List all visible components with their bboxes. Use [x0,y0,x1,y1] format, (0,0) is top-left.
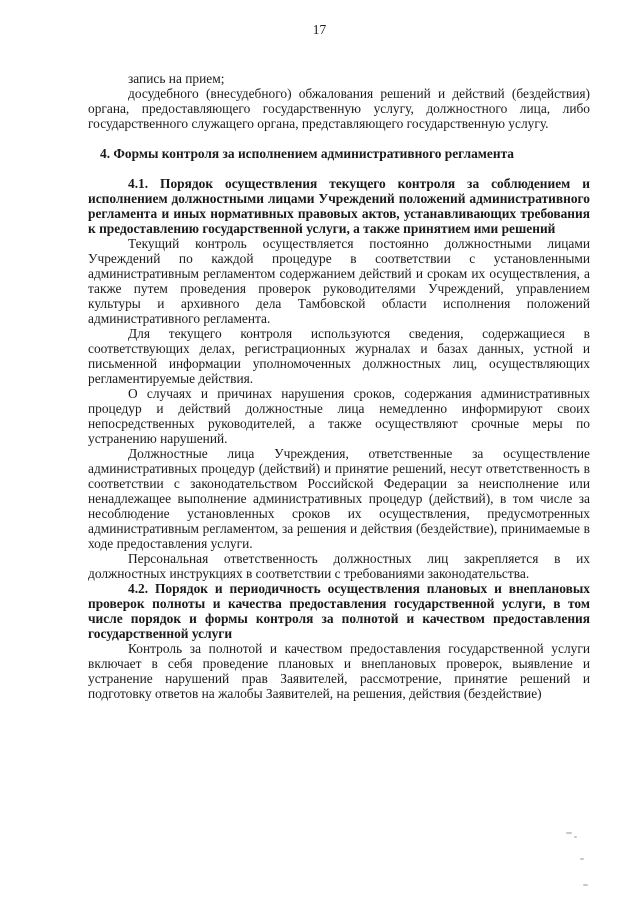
paragraph: О случаях и причинах нарушения сроков, содержания административных процедур и действий должностные лица немедленно информируют своих непосредственных руководителей, а также осуществляют срочные меры по устранению нарушений. [88,386,590,446]
section-title: 4. Формы контроля за исполнением административного регламента [100,146,515,161]
paragraph: Персональная ответственность должностных лиц закрепляется в их должностных инструкциях в соответствии с требованиями законодательства. [88,551,590,581]
intro-item: досудебного (внесудебного) обжалования решений и действий (бездействия) органа, предоставляющего государственную услугу, должностного лица, либо государственного служащего органа, представляющего государственную услугу. [88,86,590,131]
paragraph: Текущий контроль осуществляется постоянно должностными лицами Учреждений по каждой процедуре в соответствии с установленными административным регламентом содержанием действий и срокам их осуществления, а также путем проведения проверок руководителями Учреждений, управлением культуры и архивного дела Тамбовской области исполнения положений административного регламента. [88,236,590,326]
scan-mark [566,832,572,834]
intro-item: запись на прием; [128,71,225,86]
paragraph: Контроль за полнотой и качеством предоставления государственной услуги включает в себя проведение плановых и внеплановых проверок, выявление и устранение нарушений прав Заявителей, рассмотрение, принятие решений и подготовку ответов на жалобы Заявителей, на решения, действия (бездействие) [88,641,590,701]
subsection-heading: 4.1. Порядок осуществления текущего контроля за соблюдением и исполнением должностными лицами Учреждений положений административного регламента и иных нормативных правовых актов, устанавливающих требования к предоставлению государственной услуги, а также принятием ими решений [88,176,590,236]
page-number: 17 [312,22,327,37]
paragraph: Для текущего контроля используются сведения, содержащиеся в соответствующих делах, регистрационных журналах и базах данных, устной и письменной информации уполномоченных должностных лиц, осуществляющих регламентируемые действия. [88,326,590,386]
scan-mark [580,858,584,860]
scan-mark [574,836,577,838]
document-body [88,71,590,701]
scan-mark [583,884,588,886]
subsection-heading: 4.2. Порядок и периодичность осуществления плановых и внеплановых проверок полноты и качества предоставления государственной услуги, в том числе порядок и формы контроля за полнотой и качеством предоставления государственной услуги [88,581,590,641]
paragraph: Должностные лица Учреждения, ответственные за осуществление административных процедур (действий) и принятие решений, несут ответственность в соответствии с законодательством Российской Федерации за неисполнение или ненадлежащее выполнение административных процедур (действий), в том числе за несоблюдение установленных сроков их осуществления, предусмотренных административным регламентом, за решения и действия (бездействие), принимаемые в ходе предоставления услуги. [88,446,590,551]
